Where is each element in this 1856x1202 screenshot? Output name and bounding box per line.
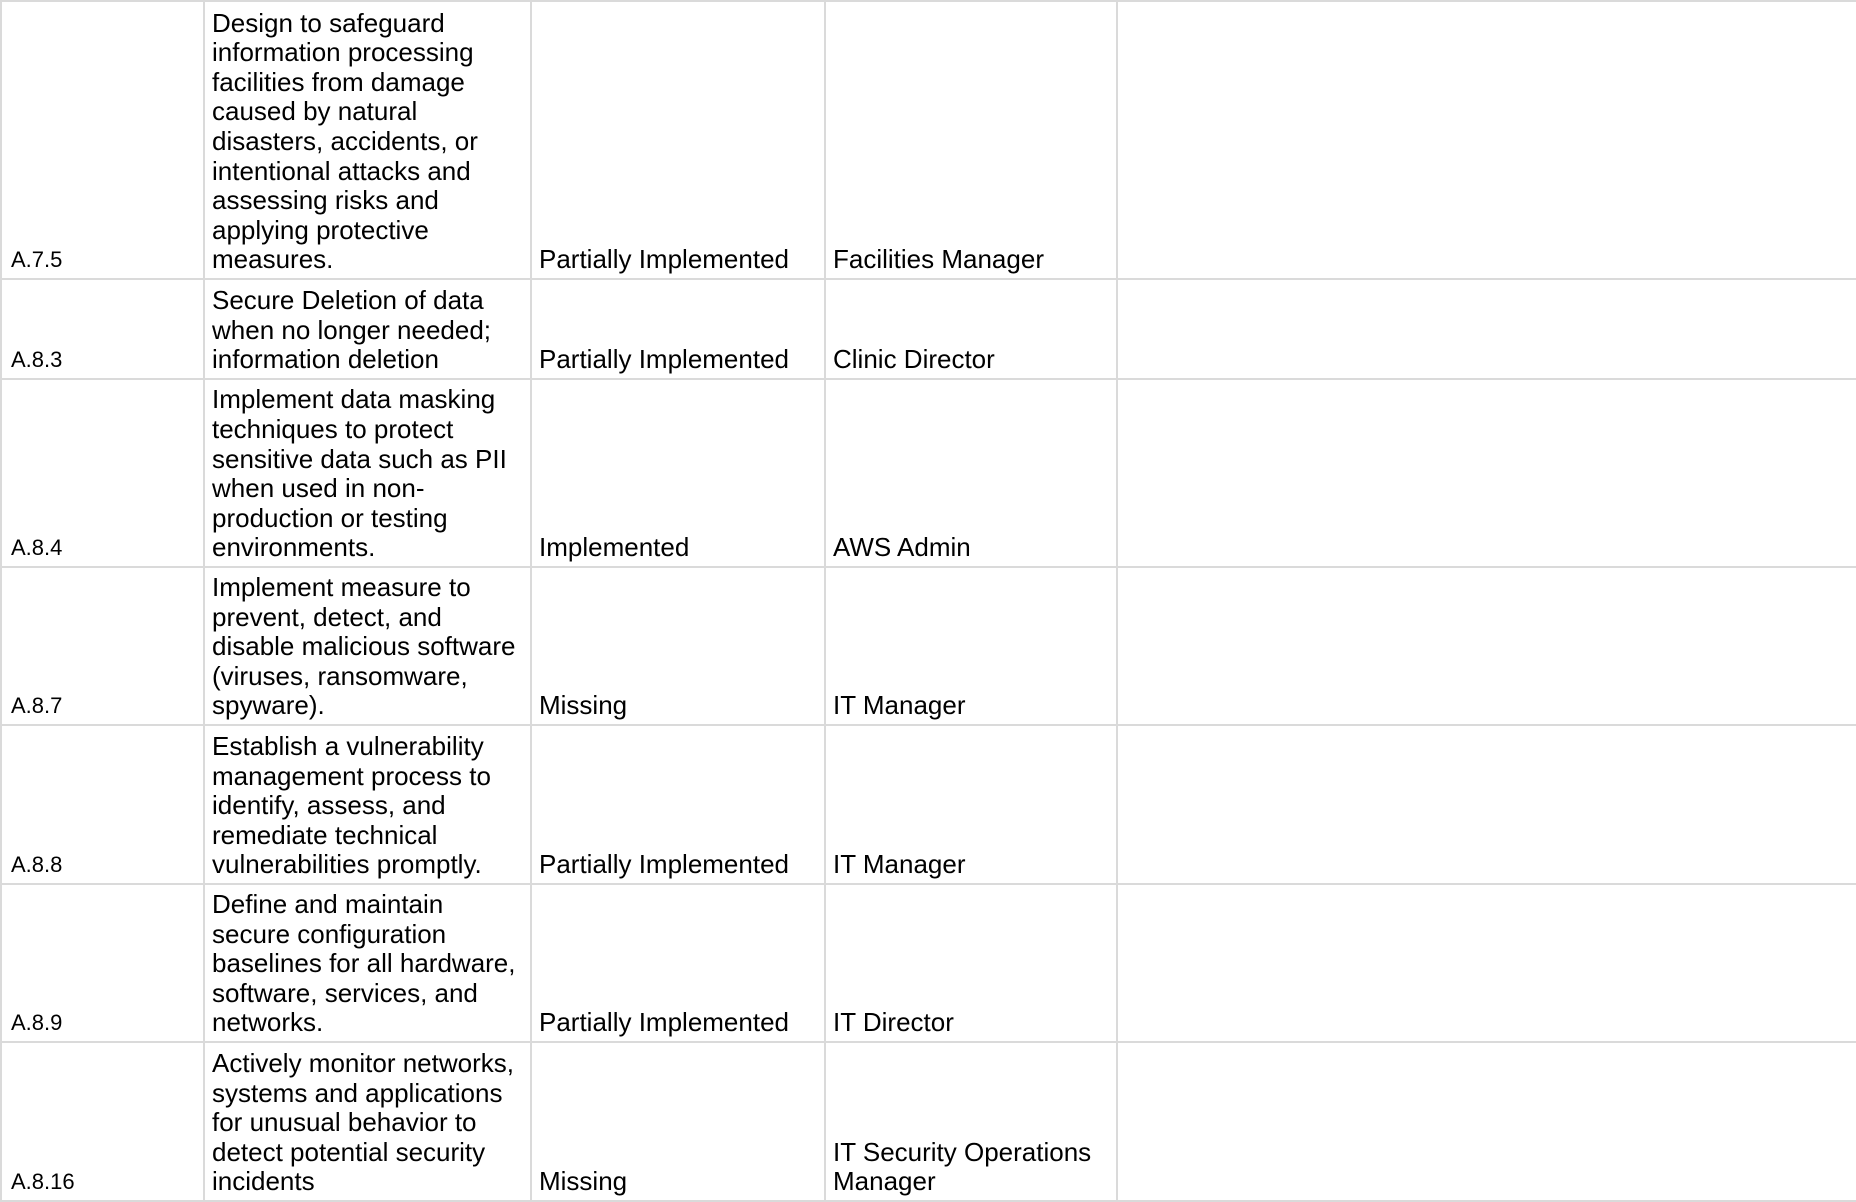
table-row: [1, 725, 1856, 884]
owner-cell[interactable]: IT Security Operations Manager: [825, 1042, 1117, 1201]
owner-cell[interactable]: IT Manager: [825, 725, 1117, 884]
table-row: [1, 1042, 1856, 1201]
status-cell[interactable]: Missing: [531, 1042, 825, 1201]
description-cell[interactable]: Actively monitor networks, systems and applications for unusual behavior to detect potential security incidents: [204, 1042, 531, 1201]
control-id-cell[interactable]: A.8.3: [1, 279, 204, 379]
description-cell[interactable]: Define and maintain secure configuration baselines for all hardware, software, services, and networks.: [204, 884, 531, 1042]
description-cell[interactable]: Secure Deletion of data when no longer needed; information deletion: [204, 279, 531, 379]
description-cell[interactable]: Design to safeguard information processing facilities from damage caused by natural disasters, accidents, or intentional attacks and assessing risks and applying protective measures.: [204, 1, 531, 279]
owner-cell[interactable]: IT Director: [825, 884, 1117, 1042]
notes-cell[interactable]: [1117, 567, 1856, 725]
table-row: [1, 567, 1856, 725]
notes-cell[interactable]: [1117, 884, 1856, 1042]
table-row: [1, 1, 1856, 279]
owner-cell[interactable]: Facilities Manager: [825, 1, 1117, 279]
status-cell[interactable]: Partially Implemented: [531, 725, 825, 884]
control-id-cell[interactable]: A.8.4: [1, 379, 204, 567]
notes-cell[interactable]: [1117, 1, 1856, 279]
status-cell[interactable]: Partially Implemented: [531, 279, 825, 379]
notes-cell[interactable]: [1117, 1042, 1856, 1201]
control-id-cell[interactable]: A.8.7: [1, 567, 204, 725]
status-cell[interactable]: Implemented: [531, 379, 825, 567]
notes-cell[interactable]: [1117, 725, 1856, 884]
control-id-cell[interactable]: A.8.9: [1, 884, 204, 1042]
owner-cell[interactable]: AWS Admin: [825, 379, 1117, 567]
table-row: [1, 884, 1856, 1042]
control-id-cell[interactable]: A.7.5: [1, 1, 204, 279]
control-id-cell[interactable]: A.8.8: [1, 725, 204, 884]
description-cell[interactable]: Implement measure to prevent, detect, and disable malicious software (viruses, ransomware, spyware).: [204, 567, 531, 725]
notes-cell[interactable]: [1117, 279, 1856, 379]
control-id-cell[interactable]: A.8.16: [1, 1042, 204, 1201]
notes-cell[interactable]: [1117, 379, 1856, 567]
description-cell[interactable]: Implement data masking techniques to protect sensitive data such as PII when used in non-production or testing environments.: [204, 379, 531, 567]
owner-cell[interactable]: Clinic Director: [825, 279, 1117, 379]
owner-cell[interactable]: IT Manager: [825, 567, 1117, 725]
status-cell[interactable]: Partially Implemented: [531, 1, 825, 279]
table-row: [1, 279, 1856, 379]
description-cell[interactable]: Establish a vulnerability management process to identify, assess, and remediate technical vulnerabilities promptly.: [204, 725, 531, 884]
status-cell[interactable]: Partially Implemented: [531, 884, 825, 1042]
status-cell[interactable]: Missing: [531, 567, 825, 725]
table-row: [1, 379, 1856, 567]
